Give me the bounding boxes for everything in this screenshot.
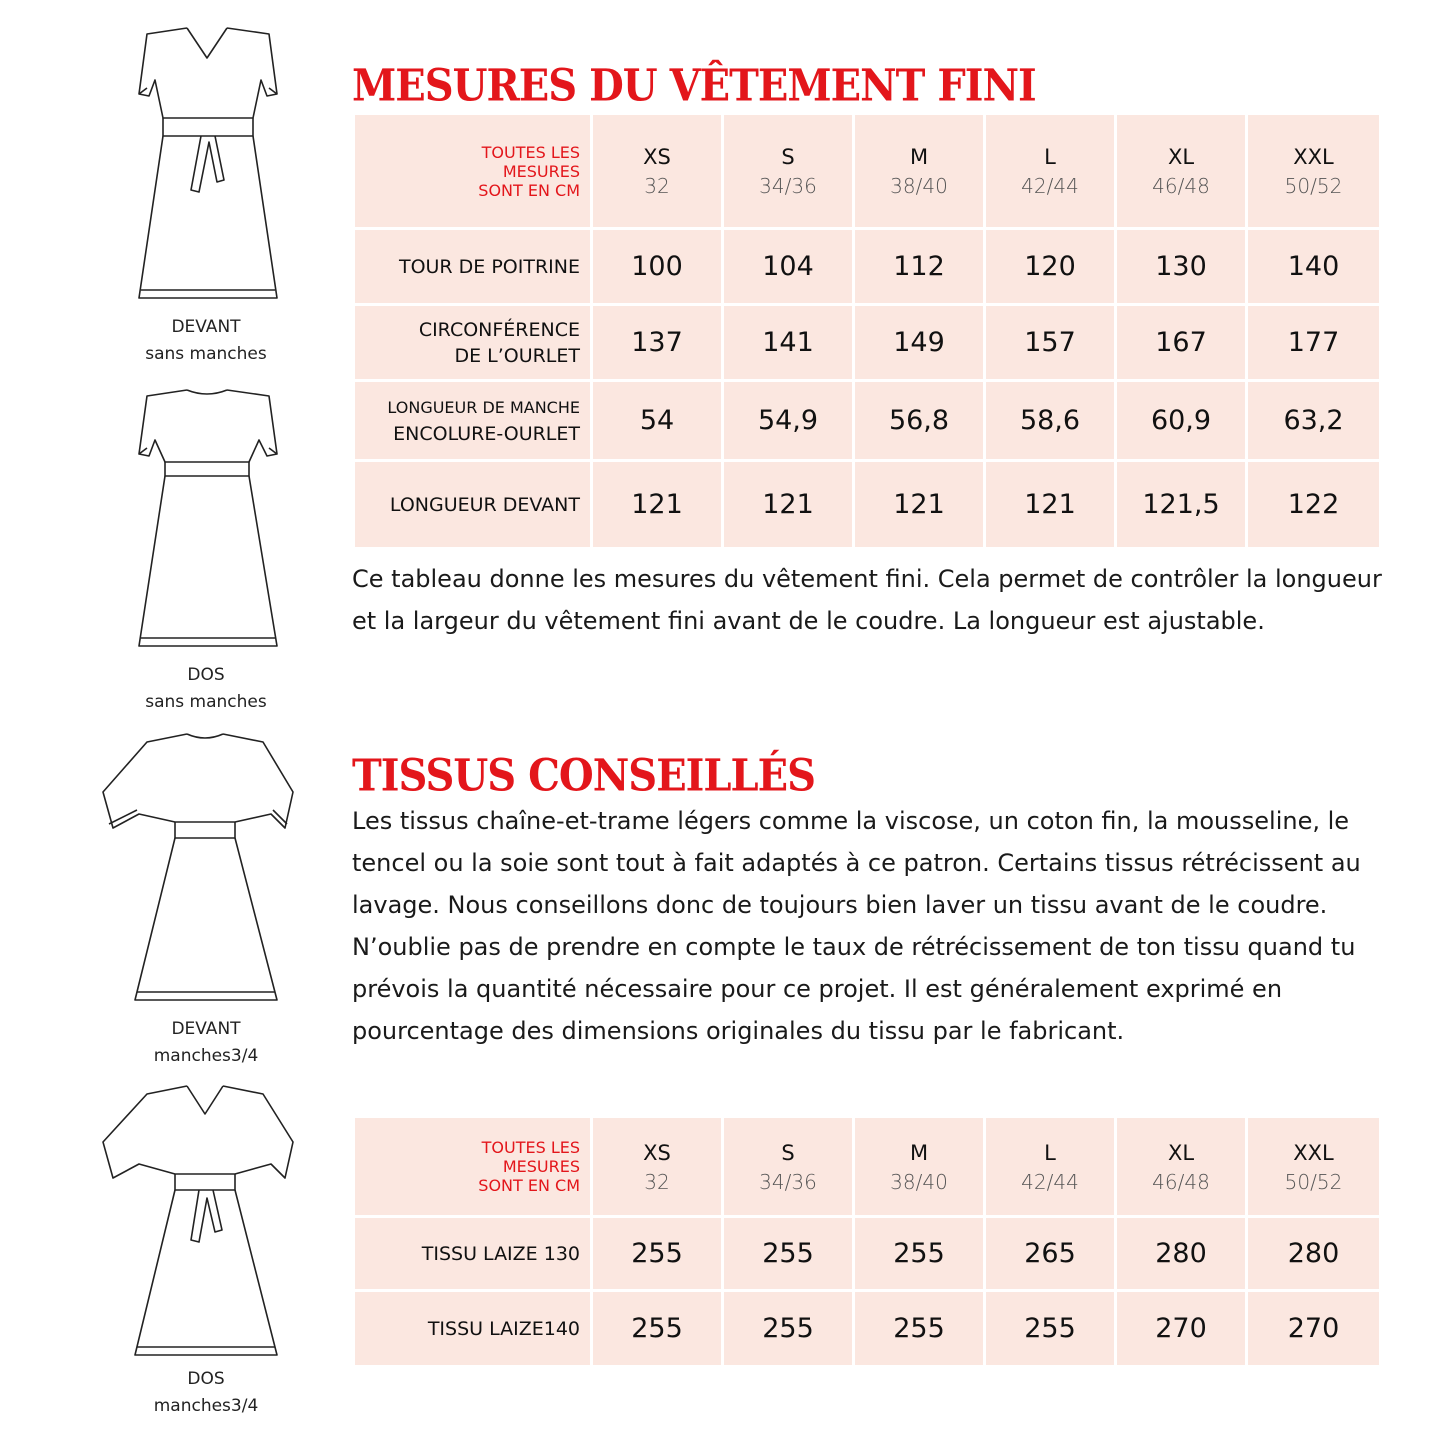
size-header-l: L 42/44 (985, 114, 1116, 229)
table-cell: 270 (1116, 1291, 1247, 1367)
table-cell: 255 (854, 1291, 985, 1367)
size-header-xs: XS 32 (592, 1117, 723, 1217)
size-header-m: M 38/40 (854, 1117, 985, 1217)
table-cell: 121 (854, 461, 985, 549)
table-cell: 140 (1247, 229, 1381, 305)
table-cell: 56,8 (854, 381, 985, 461)
sketch-view-label: DOS (187, 1369, 225, 1389)
table-cell: 255 (592, 1291, 723, 1367)
dress-front-three-quarter-sleeve-icon (95, 728, 295, 1010)
size-header-s: S 34/36 (723, 1117, 854, 1217)
row-label: TISSU LAIZE 130 (354, 1217, 592, 1291)
table-cell: 280 (1247, 1217, 1381, 1291)
table-row (354, 305, 1381, 381)
size-header-xxl: XXL 50/52 (1247, 1117, 1381, 1217)
table-cell: 100 (592, 229, 723, 305)
table-cell: 270 (1247, 1291, 1381, 1367)
sketch-variant-label: sans manches (145, 692, 267, 712)
size-header-xs: XS 32 (592, 114, 723, 229)
table-row (354, 381, 1381, 461)
table-cell: 121 (592, 461, 723, 549)
table-cell: 137 (592, 305, 723, 381)
sketch-caption-front-three-quarter (76, 1016, 336, 1070)
table-cell: 255 (592, 1217, 723, 1291)
measurements-note: Ce tableau donne les mesures du vêtement fini. Cela permet de contrôler la longueur et la largeur du vêtement fini avant de le coudre. La longueur est ajustable. (352, 565, 1382, 635)
table-cell: 121,5 (1116, 461, 1247, 549)
size-header-xl: XL 46/48 (1116, 114, 1247, 229)
table-cell: 121 (723, 461, 854, 549)
table-row (354, 461, 1381, 549)
sketch-view-label: DEVANT (171, 1019, 241, 1039)
table-cell: 122 (1247, 461, 1381, 549)
dress-back-sleeveless-icon (125, 384, 290, 656)
row-label: CIRCONFÉRENCE DE L’OURLET (354, 305, 592, 381)
table-cell: 280 (1116, 1217, 1247, 1291)
fabrics-text: Les tissus chaîne-et-trame légers comme la viscose, un coton fin, la mousseline, le tencel ou la soie sont tout à fait adaptés à ce patron. Certains tissus rétrécissent au lavage. Nous conseillons donc de toujours bien laver un tissu avant de le coudre. N’oublie pas de prendre en compte le taux de rétrécissement de ton tissu quand tu prévois la quantité nécessaire pour ce projet. Il est généralement exprimé en pourcentage des dimensions originales du tissu par le fabricant. (352, 807, 1361, 1045)
table-row (354, 229, 1381, 305)
size-header-xxl: XXL 50/52 (1247, 114, 1381, 229)
table-cell: 63,2 (1247, 381, 1381, 461)
fabric-table (352, 1115, 1382, 1368)
sketch-view-label: DEVANT (171, 317, 241, 337)
fabrics-title: TISSUS CONSEILLÉS (352, 749, 816, 802)
table-cell: 255 (854, 1217, 985, 1291)
size-header-l: L 42/44 (985, 1117, 1116, 1217)
sketch-caption-back-three-quarter (76, 1366, 336, 1420)
units-label: TOUTES LES MESURES SONT EN CM (354, 114, 592, 229)
size-header-m: M 38/40 (854, 114, 985, 229)
table-cell: 58,6 (985, 381, 1116, 461)
table-cell: 54,9 (723, 381, 854, 461)
sketch-view-label: DOS (187, 665, 225, 685)
dress-front-sleeveless-icon (125, 22, 290, 307)
table-cell: 265 (985, 1217, 1116, 1291)
table-row (354, 1217, 1381, 1291)
table-cell: 112 (854, 229, 985, 305)
table-cell: 121 (985, 461, 1116, 549)
measurements-title: MESURES DU VÊTEMENT FINI (352, 59, 1036, 112)
measurements-table (352, 112, 1382, 550)
table-cell: 157 (985, 305, 1116, 381)
table-cell: 177 (1247, 305, 1381, 381)
table-cell: 255 (985, 1291, 1116, 1367)
sketch-caption-back-sleeveless (76, 662, 336, 716)
sketch-variant-label: sans manches (145, 344, 267, 364)
row-label: LONGUEUR DE MANCHE ENCOLURE-OURLET (354, 381, 592, 461)
table-cell: 104 (723, 229, 854, 305)
table-cell: 120 (985, 229, 1116, 305)
table-cell: 149 (854, 305, 985, 381)
row-label: LONGUEUR DEVANT (354, 461, 592, 549)
table-cell: 60,9 (1116, 381, 1247, 461)
sketch-variant-label: manches3/4 (153, 1396, 259, 1416)
row-label: TOUR DE POITRINE (354, 229, 592, 305)
table-cell: 54 (592, 381, 723, 461)
table-row (354, 1291, 1381, 1367)
table-cell: 167 (1116, 305, 1247, 381)
size-header-xl: XL 46/48 (1116, 1117, 1247, 1217)
table-header-row (354, 1117, 1381, 1217)
table-cell: 141 (723, 305, 854, 381)
row-label: TISSU LAIZE140 (354, 1291, 592, 1367)
table-header-row (354, 114, 1381, 229)
size-header-s: S 34/36 (723, 114, 854, 229)
dress-back-three-quarter-sleeve-icon (95, 1080, 295, 1365)
sketch-caption-front-sleeveless (76, 314, 336, 368)
units-label: TOUTES LES MESURES SONT EN CM (354, 1117, 592, 1217)
table-cell: 255 (723, 1217, 854, 1291)
table-cell: 255 (723, 1291, 854, 1367)
sketch-variant-label: manches3/4 (153, 1046, 259, 1066)
table-cell: 130 (1116, 229, 1247, 305)
row-label-small: LONGUEUR DE MANCHE (387, 397, 580, 417)
